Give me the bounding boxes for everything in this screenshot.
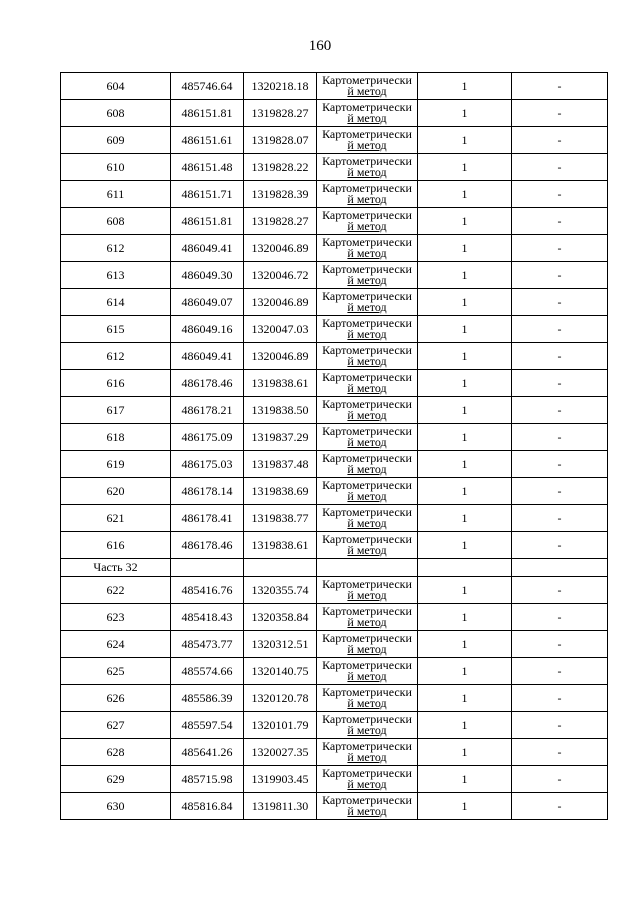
accuracy-cell: 1 <box>418 505 512 532</box>
note-cell: - <box>512 100 608 127</box>
part-header-row <box>61 559 608 577</box>
y-coordinate-cell: 1320046.89 <box>244 289 317 316</box>
method-cell <box>317 73 418 100</box>
method-text-line1: Картометрически <box>322 100 412 114</box>
method-text-line2: й метод <box>347 327 387 341</box>
accuracy-cell: 1 <box>418 181 512 208</box>
table-row <box>61 658 608 685</box>
method-text-line2: й метод <box>347 246 387 260</box>
x-coordinate-cell: 486178.14 <box>171 478 244 505</box>
point-number-cell: 610 <box>61 154 171 181</box>
method-text-line1: Картометрически <box>322 505 412 519</box>
method-cell <box>317 532 418 559</box>
method-cell <box>317 289 418 316</box>
method-cell <box>317 712 418 739</box>
note-cell: - <box>512 424 608 451</box>
x-coordinate-cell: 485416.76 <box>171 577 244 604</box>
accuracy-cell: 1 <box>418 532 512 559</box>
method-text-line1: Картометрически <box>322 478 412 492</box>
method-cell <box>317 631 418 658</box>
note-cell: - <box>512 604 608 631</box>
method-text-line2: й метод <box>347 138 387 152</box>
accuracy-cell: 1 <box>418 658 512 685</box>
point-number-cell: 611 <box>61 181 171 208</box>
note-cell: - <box>512 766 608 793</box>
note-cell: - <box>512 577 608 604</box>
method-text-line1: Картометрически <box>322 154 412 168</box>
page-number: 160 <box>308 38 332 54</box>
note-cell: - <box>512 316 608 343</box>
method-cell <box>317 235 418 262</box>
point-number-cell: 617 <box>61 397 171 424</box>
method-text-line1: Картометрически <box>322 370 412 384</box>
table-row <box>61 343 608 370</box>
y-coordinate-cell: 1320047.03 <box>244 316 317 343</box>
accuracy-cell: 1 <box>418 766 512 793</box>
accuracy-cell: 1 <box>418 577 512 604</box>
method-text-line1: Картометрически <box>322 451 412 465</box>
accuracy-cell: 1 <box>418 316 512 343</box>
part-label: Часть 32 <box>61 559 171 577</box>
y-coordinate-cell: 1320101.79 <box>244 712 317 739</box>
x-coordinate-cell: 486151.71 <box>171 181 244 208</box>
method-text-line2: й метод <box>347 300 387 314</box>
empty-cell <box>418 559 512 577</box>
method-text-line2: й метод <box>347 543 387 557</box>
accuracy-cell: 1 <box>418 631 512 658</box>
note-cell: - <box>512 658 608 685</box>
table-row <box>61 631 608 658</box>
empty-cell <box>171 559 244 577</box>
y-coordinate-cell: 1320218.18 <box>244 73 317 100</box>
point-number-cell: 622 <box>61 577 171 604</box>
point-number-cell: 614 <box>61 289 171 316</box>
x-coordinate-cell: 486049.41 <box>171 235 244 262</box>
method-text-line1: Картометрически <box>322 73 412 87</box>
y-coordinate-cell: 1319838.50 <box>244 397 317 424</box>
method-text-line2: й метод <box>347 462 387 476</box>
table-row <box>61 766 608 793</box>
x-coordinate-cell: 486178.46 <box>171 370 244 397</box>
method-text-line1: Картометрически <box>322 631 412 645</box>
note-cell: - <box>512 154 608 181</box>
note-cell: - <box>512 793 608 820</box>
y-coordinate-cell: 1319828.27 <box>244 208 317 235</box>
x-coordinate-cell: 486049.16 <box>171 316 244 343</box>
x-coordinate-cell: 486175.03 <box>171 451 244 478</box>
method-text-line2: й метод <box>347 750 387 764</box>
note-cell: - <box>512 478 608 505</box>
method-cell <box>317 127 418 154</box>
table-row <box>61 208 608 235</box>
x-coordinate-cell: 485641.26 <box>171 739 244 766</box>
table-row <box>61 577 608 604</box>
table-row <box>61 100 608 127</box>
method-text-line1: Картометрически <box>322 685 412 699</box>
method-text-line2: й метод <box>347 723 387 737</box>
table-row <box>61 181 608 208</box>
note-cell: - <box>512 262 608 289</box>
point-number-cell: 628 <box>61 739 171 766</box>
point-number-cell: 612 <box>61 343 171 370</box>
point-number-cell: 608 <box>61 100 171 127</box>
method-text-line1: Картометрически <box>322 343 412 357</box>
table-row <box>61 316 608 343</box>
method-cell <box>317 208 418 235</box>
table-row <box>61 154 608 181</box>
table-row <box>61 739 608 766</box>
point-number-cell: 630 <box>61 793 171 820</box>
method-text-line2: й метод <box>347 669 387 683</box>
method-cell <box>317 505 418 532</box>
accuracy-cell: 1 <box>418 604 512 631</box>
method-text-line2: й метод <box>347 777 387 791</box>
y-coordinate-cell: 1320046.89 <box>244 343 317 370</box>
x-coordinate-cell: 486151.81 <box>171 208 244 235</box>
y-coordinate-cell: 1319838.77 <box>244 505 317 532</box>
accuracy-cell: 1 <box>418 127 512 154</box>
accuracy-cell: 1 <box>418 478 512 505</box>
point-number-cell: 627 <box>61 712 171 739</box>
point-number-cell: 620 <box>61 478 171 505</box>
accuracy-cell: 1 <box>418 685 512 712</box>
y-coordinate-cell: 1319838.61 <box>244 532 317 559</box>
method-cell <box>317 262 418 289</box>
method-text-line2: й метод <box>347 588 387 602</box>
table-row <box>61 604 608 631</box>
method-cell <box>317 424 418 451</box>
point-number-cell: 612 <box>61 235 171 262</box>
method-text-line1: Картометрически <box>322 577 412 591</box>
method-text-line2: й метод <box>347 354 387 368</box>
x-coordinate-cell: 486175.09 <box>171 424 244 451</box>
table-row <box>61 370 608 397</box>
y-coordinate-cell: 1320046.89 <box>244 235 317 262</box>
y-coordinate-cell: 1319837.48 <box>244 451 317 478</box>
method-text-line1: Картометрически <box>322 424 412 438</box>
x-coordinate-cell: 485816.84 <box>171 793 244 820</box>
method-cell <box>317 604 418 631</box>
y-coordinate-cell: 1320120.78 <box>244 685 317 712</box>
note-cell: - <box>512 73 608 100</box>
accuracy-cell: 1 <box>418 424 512 451</box>
note-cell: - <box>512 532 608 559</box>
note-cell: - <box>512 343 608 370</box>
method-cell <box>317 478 418 505</box>
table-row <box>61 73 608 100</box>
point-number-cell: 615 <box>61 316 171 343</box>
table-row <box>61 127 608 154</box>
x-coordinate-cell: 486049.30 <box>171 262 244 289</box>
method-cell <box>317 343 418 370</box>
point-number-cell: 624 <box>61 631 171 658</box>
y-coordinate-cell: 1320046.72 <box>244 262 317 289</box>
table-row <box>61 289 608 316</box>
point-number-cell: 625 <box>61 658 171 685</box>
y-coordinate-cell: 1319828.22 <box>244 154 317 181</box>
x-coordinate-cell: 485418.43 <box>171 604 244 631</box>
method-text-line2: й метод <box>347 165 387 179</box>
table-row <box>61 397 608 424</box>
accuracy-cell: 1 <box>418 712 512 739</box>
method-text-line1: Картометрически <box>322 289 412 303</box>
point-number-cell: 616 <box>61 532 171 559</box>
x-coordinate-cell: 486178.46 <box>171 532 244 559</box>
point-number-cell: 616 <box>61 370 171 397</box>
accuracy-cell: 1 <box>418 208 512 235</box>
note-cell: - <box>512 127 608 154</box>
y-coordinate-cell: 1319828.27 <box>244 100 317 127</box>
y-coordinate-cell: 1319838.69 <box>244 478 317 505</box>
method-text-line2: й метод <box>347 489 387 503</box>
method-cell <box>317 793 418 820</box>
method-text-line2: й метод <box>347 435 387 449</box>
table-row <box>61 685 608 712</box>
method-cell <box>317 316 418 343</box>
table-row <box>61 505 608 532</box>
accuracy-cell: 1 <box>418 739 512 766</box>
method-text-line2: й метод <box>347 408 387 422</box>
table-row <box>61 235 608 262</box>
note-cell: - <box>512 451 608 478</box>
note-cell: - <box>512 397 608 424</box>
method-text-line2: й метод <box>347 84 387 98</box>
x-coordinate-cell: 485586.39 <box>171 685 244 712</box>
method-text-line2: й метод <box>347 642 387 656</box>
table-row <box>61 793 608 820</box>
method-cell <box>317 577 418 604</box>
accuracy-cell: 1 <box>418 262 512 289</box>
note-cell: - <box>512 208 608 235</box>
point-number-cell: 621 <box>61 505 171 532</box>
method-cell <box>317 766 418 793</box>
accuracy-cell: 1 <box>418 235 512 262</box>
point-number-cell: 626 <box>61 685 171 712</box>
y-coordinate-cell: 1320358.84 <box>244 604 317 631</box>
empty-cell <box>244 559 317 577</box>
point-number-cell: 619 <box>61 451 171 478</box>
y-coordinate-cell: 1320027.35 <box>244 739 317 766</box>
method-text-line2: й метод <box>347 615 387 629</box>
x-coordinate-cell: 485574.66 <box>171 658 244 685</box>
method-cell <box>317 370 418 397</box>
method-cell <box>317 154 418 181</box>
method-text-line1: Картометрически <box>322 739 412 753</box>
accuracy-cell: 1 <box>418 289 512 316</box>
table-row <box>61 451 608 478</box>
point-number-cell: 618 <box>61 424 171 451</box>
accuracy-cell: 1 <box>418 793 512 820</box>
x-coordinate-cell: 485473.77 <box>171 631 244 658</box>
accuracy-cell: 1 <box>418 154 512 181</box>
x-coordinate-cell: 486151.61 <box>171 127 244 154</box>
y-coordinate-cell: 1320355.74 <box>244 577 317 604</box>
point-number-cell: 629 <box>61 766 171 793</box>
x-coordinate-cell: 486049.41 <box>171 343 244 370</box>
point-number-cell: 604 <box>61 73 171 100</box>
method-cell <box>317 451 418 478</box>
y-coordinate-cell: 1319828.07 <box>244 127 317 154</box>
note-cell: - <box>512 289 608 316</box>
accuracy-cell: 1 <box>418 397 512 424</box>
method-text-line1: Картометрически <box>322 208 412 222</box>
method-cell <box>317 100 418 127</box>
method-text-line2: й метод <box>347 696 387 710</box>
x-coordinate-cell: 486151.81 <box>171 100 244 127</box>
y-coordinate-cell: 1320140.75 <box>244 658 317 685</box>
empty-cell <box>317 559 418 577</box>
method-text-line1: Картометрически <box>322 604 412 618</box>
accuracy-cell: 1 <box>418 451 512 478</box>
method-text-line1: Картометрически <box>322 712 412 726</box>
y-coordinate-cell: 1319828.39 <box>244 181 317 208</box>
x-coordinate-cell: 486178.21 <box>171 397 244 424</box>
point-number-cell: 609 <box>61 127 171 154</box>
table-row <box>61 262 608 289</box>
y-coordinate-cell: 1319903.45 <box>244 766 317 793</box>
x-coordinate-cell: 485746.64 <box>171 73 244 100</box>
method-text-line1: Картометрически <box>322 235 412 249</box>
table-row <box>61 424 608 451</box>
point-number-cell: 608 <box>61 208 171 235</box>
method-cell <box>317 397 418 424</box>
method-text-line2: й метод <box>347 111 387 125</box>
method-cell <box>317 739 418 766</box>
accuracy-cell: 1 <box>418 73 512 100</box>
method-text-line2: й метод <box>347 273 387 287</box>
method-cell <box>317 685 418 712</box>
accuracy-cell: 1 <box>418 343 512 370</box>
accuracy-cell: 1 <box>418 370 512 397</box>
x-coordinate-cell: 486049.07 <box>171 289 244 316</box>
method-text-line1: Картометрически <box>322 181 412 195</box>
method-text-line2: й метод <box>347 516 387 530</box>
empty-cell <box>512 559 608 577</box>
y-coordinate-cell: 1320312.51 <box>244 631 317 658</box>
x-coordinate-cell: 485715.98 <box>171 766 244 793</box>
method-text-line1: Картометрически <box>322 532 412 546</box>
note-cell: - <box>512 712 608 739</box>
y-coordinate-cell: 1319811.30 <box>244 793 317 820</box>
method-text-line2: й метод <box>347 804 387 818</box>
method-text-line1: Картометрически <box>322 658 412 672</box>
x-coordinate-cell: 486151.48 <box>171 154 244 181</box>
method-cell <box>317 658 418 685</box>
note-cell: - <box>512 370 608 397</box>
note-cell: - <box>512 505 608 532</box>
method-text-line1: Картометрически <box>322 397 412 411</box>
note-cell: - <box>512 235 608 262</box>
method-text-line1: Картометрически <box>322 766 412 780</box>
method-text-line1: Картометрически <box>322 262 412 276</box>
accuracy-cell: 1 <box>418 100 512 127</box>
table-row <box>61 532 608 559</box>
coordinates-table <box>60 72 608 820</box>
method-cell <box>317 181 418 208</box>
table-row <box>61 712 608 739</box>
point-number-cell: 613 <box>61 262 171 289</box>
method-text-line1: Картометрически <box>322 316 412 330</box>
method-text-line2: й метод <box>347 219 387 233</box>
x-coordinate-cell: 485597.54 <box>171 712 244 739</box>
method-text-line2: й метод <box>347 192 387 206</box>
note-cell: - <box>512 181 608 208</box>
coordinates-table-body <box>61 73 608 820</box>
method-text-line1: Картометрически <box>322 793 412 807</box>
point-number-cell: 623 <box>61 604 171 631</box>
note-cell: - <box>512 685 608 712</box>
note-cell: - <box>512 631 608 658</box>
y-coordinate-cell: 1319837.29 <box>244 424 317 451</box>
x-coordinate-cell: 486178.41 <box>171 505 244 532</box>
method-text-line2: й метод <box>347 381 387 395</box>
y-coordinate-cell: 1319838.61 <box>244 370 317 397</box>
note-cell: - <box>512 739 608 766</box>
method-text-line1: Картометрически <box>322 127 412 141</box>
table-row <box>61 478 608 505</box>
